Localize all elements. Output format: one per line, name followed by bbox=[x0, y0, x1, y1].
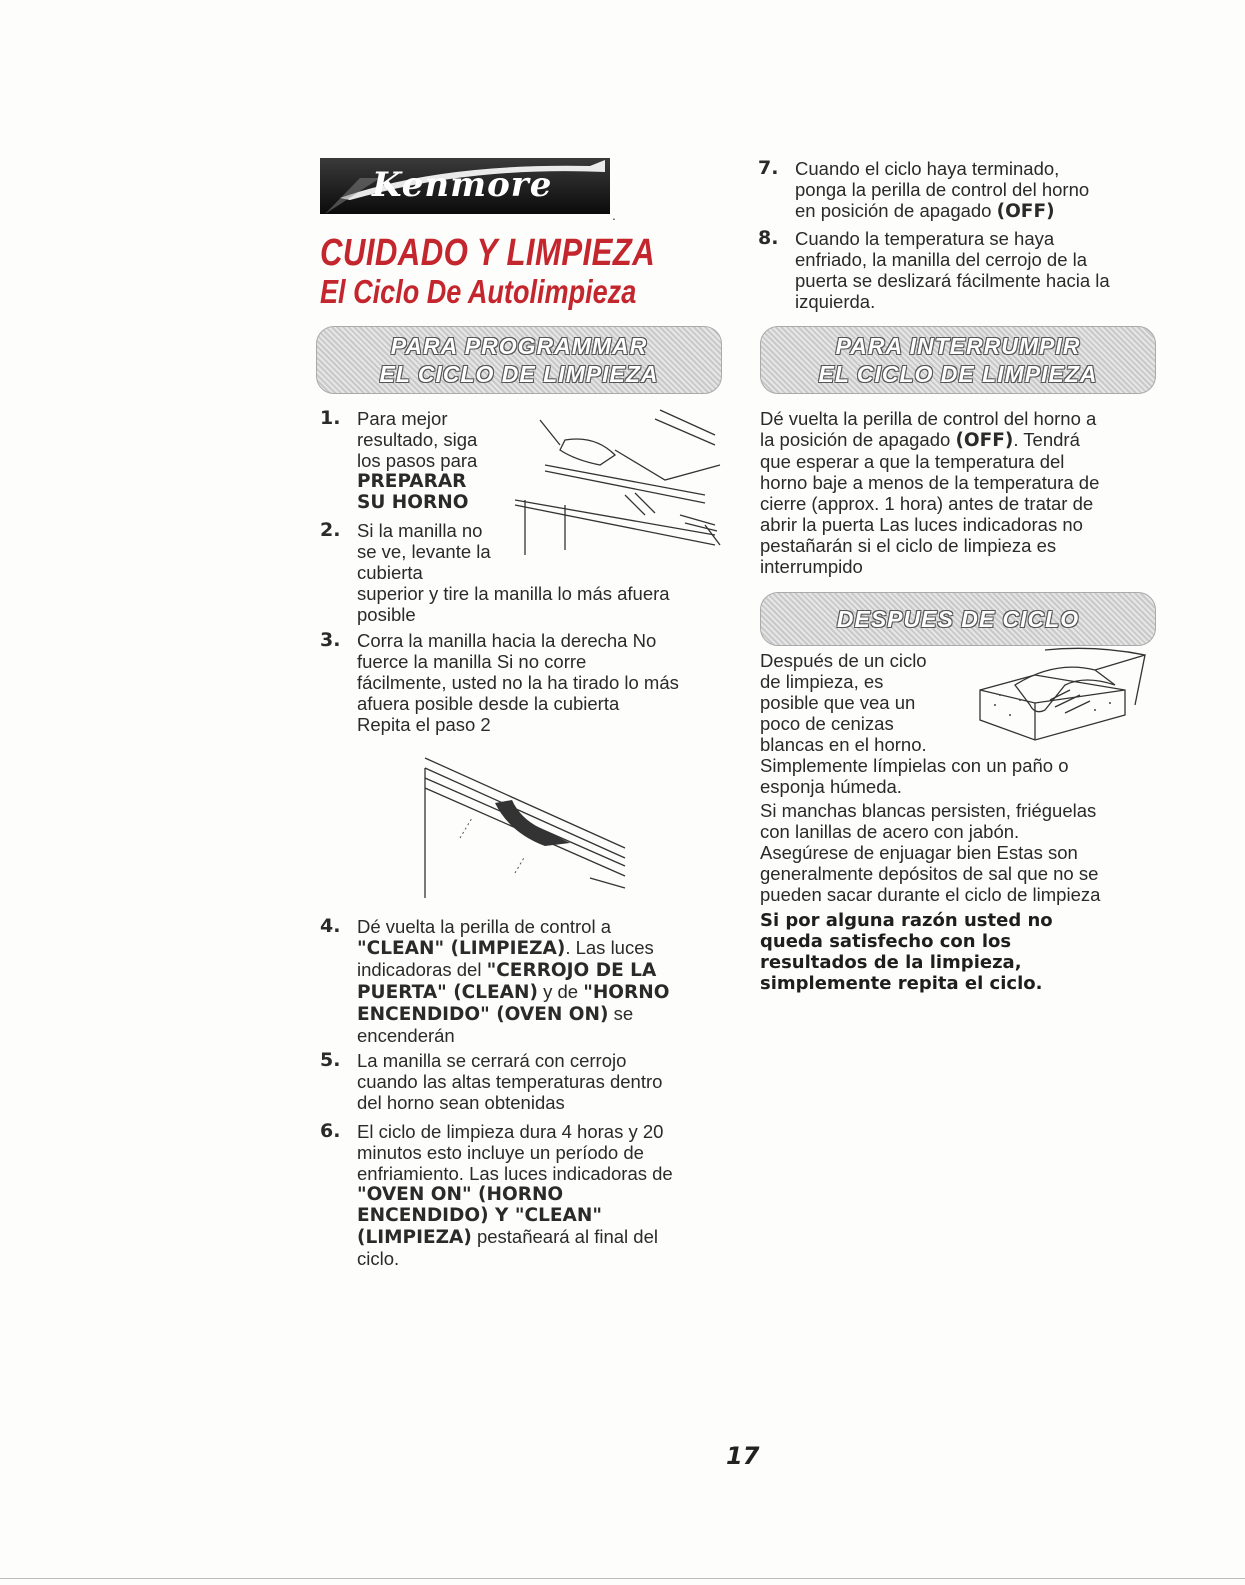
paragraph-line: esponja húmeda. bbox=[760, 776, 902, 797]
step-4 bbox=[320, 915, 670, 1046]
banner-line: EL CICLO DE LIMPIEZA bbox=[818, 361, 1098, 387]
paragraph-line: cierre (approx. 1 hora) antes de tratar de bbox=[760, 493, 1094, 514]
step-text-bold: "CERROJO DE LA bbox=[486, 960, 657, 981]
step-text: ciclo. bbox=[357, 1248, 400, 1269]
paragraph-line: la posición de apagado bbox=[760, 429, 956, 450]
step-7 bbox=[758, 157, 1090, 222]
banner-line: DESPUES DE CICLO bbox=[836, 606, 1080, 632]
paragraph-line: Asegúrese de enjuagar bien Estas son bbox=[760, 842, 1078, 863]
after-cycle-paragraph-2 bbox=[760, 800, 1100, 905]
step-number: 1. bbox=[320, 407, 341, 429]
step-text: cuando las altas temperaturas dentro bbox=[357, 1071, 663, 1092]
note-line: simplemente repita el ciclo. bbox=[760, 973, 1043, 994]
step-text: posible bbox=[357, 604, 416, 625]
step-text: indicadoras del bbox=[357, 959, 487, 980]
paragraph-line: con lanillas de acero con jabón. bbox=[760, 821, 1020, 842]
step-text-bold: (LIMPIEZA) bbox=[357, 1227, 472, 1248]
step-number: 8. bbox=[758, 227, 779, 249]
step-text: fuerce la manilla Si no corre bbox=[357, 651, 587, 672]
paragraph-line: Después de un ciclo bbox=[760, 650, 927, 671]
step-text: enfriado, la manilla del cerrojo de la bbox=[795, 249, 1088, 270]
step-text: fácilmente, usted no la ha tirado lo más bbox=[357, 672, 679, 693]
paragraph-line: . Tendrá bbox=[1013, 429, 1080, 450]
page-title: CUIDADO Y LIMPIEZA bbox=[320, 232, 656, 274]
paragraph-line: Dé vuelta la perilla de control del horno a bbox=[760, 408, 1097, 429]
step-number: 5. bbox=[320, 1049, 341, 1071]
logo-text: Kenmore bbox=[372, 165, 553, 205]
logo-trademark: . bbox=[612, 207, 616, 223]
step-text: La manilla se cerrará con cerrojo bbox=[357, 1050, 627, 1071]
step-text: . Las luces bbox=[565, 937, 654, 958]
banner-line: PARA PROGRAMMAR bbox=[390, 333, 648, 359]
paragraph-line: pestañarán si el ciclo de limpieza es bbox=[760, 535, 1057, 556]
step-text-bold: ENCENDIDO) Y "CLEAN" bbox=[357, 1205, 602, 1226]
page-bottom-edge bbox=[0, 1578, 1245, 1579]
step-text: se bbox=[608, 1003, 634, 1024]
step-number: 3. bbox=[320, 629, 341, 651]
paragraph-line: Simplemente límpielas con un paño o bbox=[760, 755, 1069, 776]
step-text: enfriamiento. Las luces indicadoras de bbox=[357, 1163, 673, 1184]
paragraph-line: de limpieza, es bbox=[760, 671, 884, 692]
step-text-bold: (OFF) bbox=[996, 201, 1055, 222]
page-number: 17 bbox=[726, 1442, 760, 1470]
banner-program-cycle bbox=[316, 326, 722, 394]
step-text: Para mejor bbox=[357, 408, 448, 429]
paragraph-line: Si manchas blancas persisten, friéguelas bbox=[760, 800, 1097, 821]
step-text: Repita el paso 2 bbox=[357, 714, 491, 735]
step-text: cubierta bbox=[357, 562, 423, 583]
step-text: Si la manilla no bbox=[357, 520, 483, 541]
paragraph-line: blancas en el horno. bbox=[760, 734, 927, 755]
paragraph-line: interrumpido bbox=[760, 556, 863, 577]
oven-cooktop-lift-illustration bbox=[505, 405, 725, 565]
step-1 bbox=[320, 407, 478, 513]
step-6 bbox=[320, 1120, 673, 1269]
repeat-cycle-note bbox=[760, 910, 1053, 994]
paragraph-line: generalmente depósitos de sal que no se bbox=[760, 863, 1099, 884]
step-5 bbox=[320, 1049, 663, 1113]
paragraph-line: abrir la puerta Las luces indicadoras no bbox=[760, 514, 1083, 535]
banner-line: EL CICLO DE LIMPIEZA bbox=[379, 361, 659, 387]
step-text: del horno sean obtenidas bbox=[357, 1092, 565, 1113]
step-text: minutos esto incluye un período de bbox=[357, 1142, 644, 1163]
page-subtitle: El Ciclo De Autolimpieza bbox=[320, 273, 637, 310]
step-text-bold: PUERTA" (CLEAN) bbox=[357, 982, 538, 1003]
step-text: Dé vuelta la perilla de control a bbox=[357, 916, 612, 937]
step-text-bold: "CLEAN" (LIMPIEZA) bbox=[357, 938, 566, 959]
step-text: se ve, levante la bbox=[357, 541, 491, 562]
step-text: los pasos para bbox=[357, 450, 478, 471]
step-text-bold: "HORNO bbox=[583, 982, 670, 1003]
step-text: ponga la perilla de control del horno bbox=[795, 179, 1090, 200]
paragraph-line: que esperar a que la temperatura del bbox=[760, 451, 1065, 472]
step-text: Corra la manilla hacia la derecha No bbox=[357, 630, 657, 651]
banner-line: PARA INTERRUMPIR bbox=[835, 333, 1081, 359]
note-line: queda satisfecho con los bbox=[760, 931, 1012, 952]
step-text: Cuando la temperatura se haya bbox=[795, 228, 1055, 249]
step-number: 6. bbox=[320, 1120, 341, 1142]
step-text: Cuando el ciclo haya terminado, bbox=[795, 158, 1060, 179]
note-line: Si por alguna razón usted no bbox=[760, 910, 1053, 931]
step-text: El ciclo de limpieza dura 4 horas y 20 bbox=[357, 1121, 664, 1142]
paragraph-line: poco de cenizas bbox=[760, 713, 894, 734]
paragraph-line: horno baje a menos de la temperatura de bbox=[760, 472, 1100, 493]
door-latch-illustration bbox=[420, 748, 630, 898]
interrupt-paragraph bbox=[760, 408, 1099, 577]
step-text-bold: ENCENDIDO" (OVEN ON) bbox=[357, 1004, 609, 1025]
step-text-bold: SU HORNO bbox=[357, 492, 469, 513]
step-text: afuera posible desde la cubierta bbox=[357, 693, 620, 714]
step-text: y de bbox=[537, 981, 584, 1002]
step-number: 2. bbox=[320, 519, 341, 541]
step-8 bbox=[758, 227, 1110, 312]
step-text: izquierda. bbox=[795, 291, 876, 312]
step-number: 7. bbox=[758, 157, 779, 179]
step-text: en posición de apagado bbox=[795, 200, 997, 221]
step-text: superior y tire la manilla lo más afuera bbox=[357, 583, 670, 604]
sponge-illustration bbox=[975, 645, 1155, 745]
step-text: pestañeará al final del bbox=[471, 1226, 658, 1247]
note-line: resultados de la limpieza, bbox=[760, 952, 1022, 973]
paragraph-bold: (OFF) bbox=[955, 430, 1014, 451]
step-text-bold: "OVEN ON" (HORNO bbox=[357, 1184, 564, 1205]
banner-after-cycle bbox=[760, 592, 1156, 646]
banner-interrupt-cycle bbox=[760, 326, 1156, 394]
step-text-bold: PREPARAR bbox=[357, 471, 467, 492]
step-number: 4. bbox=[320, 915, 341, 937]
kenmore-logo bbox=[320, 158, 610, 214]
paragraph-line: posible que vea un bbox=[760, 692, 916, 713]
step-3 bbox=[320, 629, 679, 735]
paragraph-line: pueden sacar durante el ciclo de limpieza bbox=[760, 884, 1101, 905]
step-text: encenderán bbox=[357, 1025, 455, 1046]
step-text: puerta se deslizará fácilmente hacia la bbox=[795, 270, 1110, 291]
step-text: resultado, siga bbox=[357, 429, 478, 450]
